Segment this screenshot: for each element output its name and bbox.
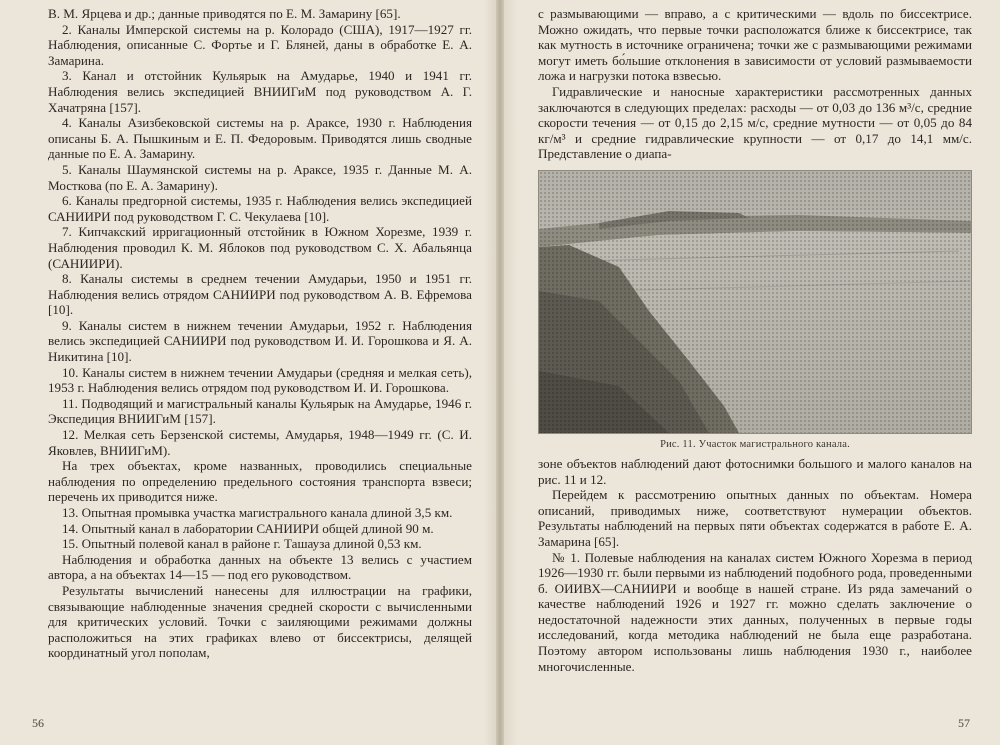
paragraph: 15. Опытный полевой канал в районе г. Ташауза длиной 0,53 км. xyxy=(62,536,422,552)
paragraph: 2. Каналы Имперской системы на р. Колорадо (США), 1917—1927 гг. Наблюдения, описанные С. Фортье и Г. Бляней, даны в обработке Е. А. Замарина. xyxy=(48,21,472,68)
paragraph: 4. Каналы Азизбековской системы на р. Араксе, 1930 г. Наблюдения описаны Б. А. Пышкиным и Е. П. Федоровым. Приводятся лишь сводные данные по Е. А. Замарину. xyxy=(48,115,472,162)
paragraph: 8. Каналы системы в среднем течении Амударьи, 1950 и 1951 гг. Наблюдения велись отрядом САНИИРИ под руководством А. В. Ефремова [10]. xyxy=(48,271,472,318)
paragraph: № 1. Полевые наблюдения на каналах систем Южного Хорезма в период 1926—1930 гг. были первыми из наблюдений подобного рода, проведенными б. ОИИВХ—САНИИРИ и вообще в нашей стране. Из ряда замечаний о качестве наблюдений 1926 и 1927 гг. можно сделать заключение о недостаточной надежности этих данных, полученных в первые годы исследований, когда методика наблюдений не была еще разработана. Поэтому автором использованы лишь наблюдения 1930 г., наиболее многочисленные. xyxy=(538,549,972,674)
left-page-text xyxy=(48,6,472,661)
right-page-text-bottom xyxy=(538,456,972,674)
paragraph: В. М. Ярцева и др.; данные приводятся по Е. М. Замарину [65]. xyxy=(48,6,401,21)
figure-caption: Рис. 11. Участок магистрального канала. xyxy=(660,438,850,450)
paragraph: 10. Каналы систем в нижнем течении Амударьи (средняя и мелкая сеть), 1953 г. Наблюдения велись отрядом под руководством И. И. Горошкова. xyxy=(48,364,472,396)
paragraph: Результаты вычислений нанесены для иллюстрации на графики, связывающие наблюденные значения средней скорости с вычисленными для критических условий. Точки с заиляющими режимами должны расположиться на этих графиках влево от биссектрисы, делящей координатный угол пополам, xyxy=(48,582,472,661)
right-page-text-top xyxy=(538,6,972,162)
paragraph: 11. Подводящий и магистральный каналы Кульярык на Амударье, 1946 г. Экспедиция ВНИИГиМ [157]. xyxy=(48,395,472,427)
paragraph: 9. Каналы систем в нижнем течении Амударьи, 1952 г. Наблюдения велись экспедицией САНИИРИ под руководством И. И. Горошкова и Я. А. Никитина [10]. xyxy=(48,317,472,365)
paragraph: 13. Опытная промывка участка магистрального канала длиной 3,5 км. xyxy=(62,505,453,520)
right-page xyxy=(500,0,1000,745)
left-page-number: 56 xyxy=(32,716,44,730)
paragraph: 6. Каналы предгорной системы, 1935 г. Наблюдения велись экспедицией САНИИРИ под руководством Г. С. Чекулаева [10]. xyxy=(48,193,472,224)
paragraph: 12. Мелкая сеть Берзенской системы, Амударья, 1948—1949 гг. (С. И. Яковлев, ВНИИГиМ). xyxy=(48,427,472,458)
right-page-number: 57 xyxy=(958,716,970,730)
paragraph: Наблюдения и обработка данных на объекте 13 велись с участием автора, а на объектах 14—15 — под его руководством. xyxy=(48,551,472,583)
paragraph: 5. Каналы Шаумянской системы на р. Араксе, 1935 г. Данные М. А. Мосткова (по Е. А. Замарину). xyxy=(48,161,472,193)
paragraph: зоне объектов наблюдений дают фотоснимки большого и малого каналов на рис. 11 и 12. xyxy=(538,455,972,487)
paragraph: с размывающими — вправо, а с критическими — вдоль по биссектрисе. Можно ожидать, что первые точки расположатся ближе к биссектрисе, так как мутность в источнике ограничена; точки же с размывающими режимами могут иметь бо́льшие отклонения в зависимости от условий размываемости ложа и нагрузки потока взвесью. xyxy=(538,6,972,84)
book-gutter xyxy=(496,0,504,745)
paragraph: 3. Канал и отстойник Кульярык на Амударье, 1940 и 1941 гг. Наблюдения велись экспедицией ВНИИГиМ под руководством А. Г. Хачатряна [157]. xyxy=(48,68,472,115)
canal-photo xyxy=(538,170,972,434)
canal-photo-image xyxy=(539,171,971,433)
paragraph: 7. Кипчакский ирригационный отстойник в Южном Хорезме, 1939 г. Наблюдения проводил К. М. Яблоков под руководством С. Х. Абальянца (САНИИРИ). xyxy=(48,224,472,271)
paragraph: Перейдем к рассмотрению опытных данных по объектам. Номера описаний, приводимых ниже, соответствуют нумерации объектов. Результаты наблюдений на первых пяти объектах содержатся в работе Е. А. Замарина [65]. xyxy=(538,487,972,549)
paragraph: На трех объектах, кроме названных, проводились специальные наблюдения по определению предельного состояния транспорта взвеси; перечень их приводится ниже. xyxy=(48,458,472,505)
paragraph: 14. Опытный канал в лаборатории САНИИРИ общей длиной 90 м. xyxy=(62,520,434,536)
paragraph: Гидравлические и наносные характеристики рассмотренных данных заключаются в следующих пределах: расходы — от 0,03 до 136 м³/с, средние скорости течения — от 0,15 до 2,15 м/с, средние мутности — от 0,05 до 84 кг/м³ и средние гидравлические крупности — от 0,17 до 14,1 мм/с. Представление о диапа- xyxy=(538,83,972,162)
